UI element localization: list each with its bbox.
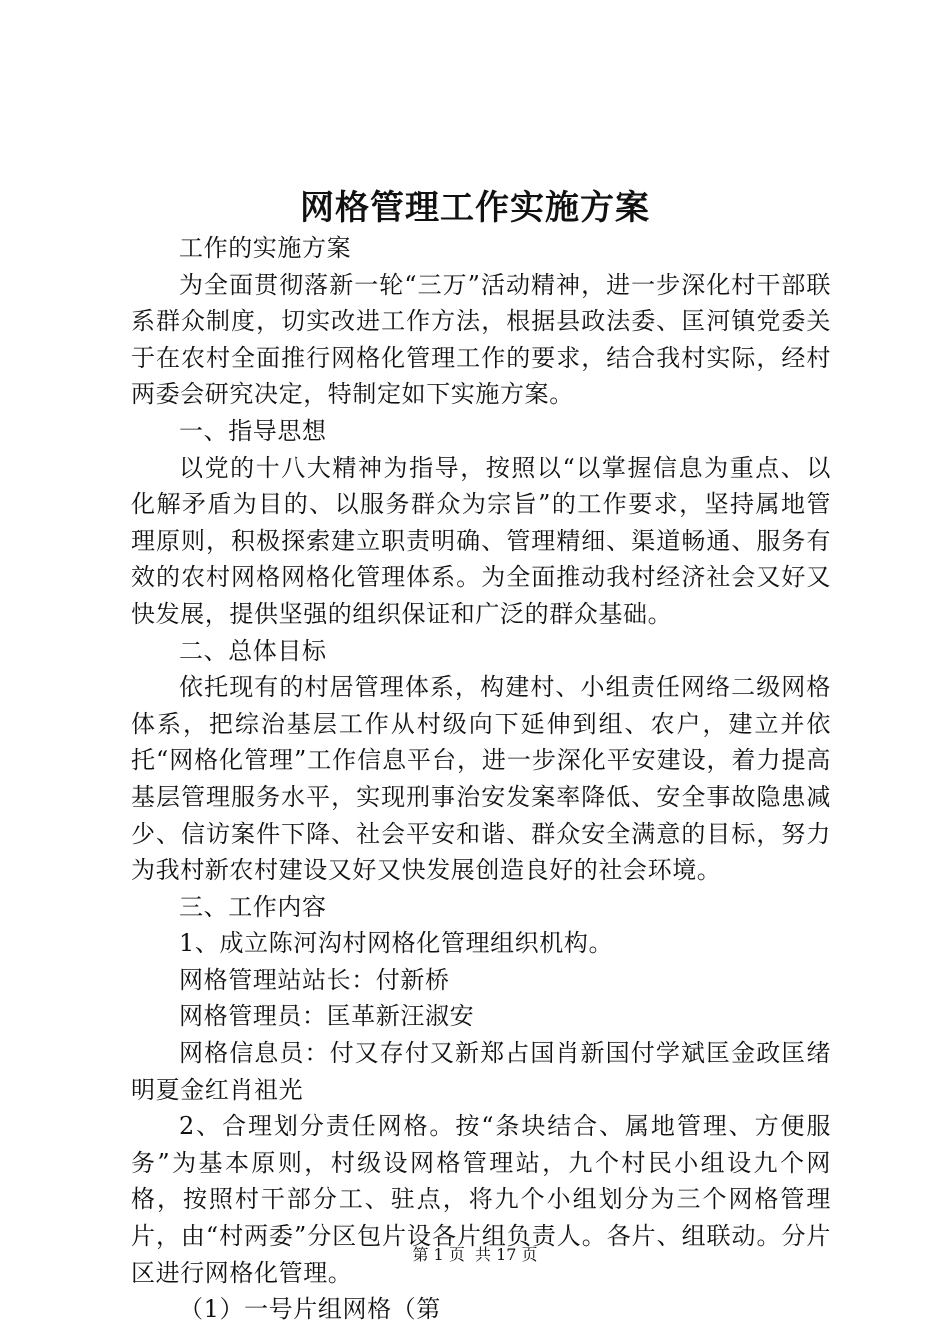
document-title: 网格管理工作实施方案	[300, 188, 650, 228]
page-number: 第 1 页 共 17 页	[412, 1245, 538, 1264]
paragraph-grid-informants: 网格信息员：付又存付又新郑占国肖新国付学斌匡金政匡绪明夏金红肖祖光	[131, 1039, 831, 1104]
paragraph-station-head: 网格管理站站长：付新桥	[179, 965, 450, 994]
section-heading-1: 一、指导思想	[179, 416, 327, 445]
section-heading-2: 二、总体目标	[179, 636, 327, 665]
paragraph-overall-goal: 依托现有的村居管理体系，构建村、小组责任网络二级网格体系，把综治基层工作从村级向下延伸到组、农户，建立并依托“网格化管理”工作信息平台，进一步深化平安建设，着力提高基层管理服务水平，实现刑事治安发案率降低、安全事故隐患减少、信访案件下降、社会平安和谐、群众安全满意的目标，努力为我村新农村建设又好又快发展创造良好的社会环境。	[131, 673, 831, 885]
document-body	[131, 230, 831, 1328]
paragraph-item-2: 2、合理划分责任网格。按“条块结合、属地管理、方便服务”为基本原则，村级设网格管理站，九个村民小组设九个网格，按照村干部分工、驻点，将九个小组划分为三个网格管理片，由“村两委”分区包片设各片组负责人。各片、组联动。分片区进行网格化管理。	[131, 1112, 831, 1287]
paragraph-subtitle: 工作的实施方案	[179, 234, 352, 262]
page-footer	[0, 1244, 950, 1266]
section-heading-3: 三、工作内容	[179, 892, 327, 921]
paragraph-subitem-1: （1）一号片组网格（第	[179, 1295, 441, 1324]
paragraph-item-1: 1、成立陈河沟村网格化管理组织机构。	[179, 929, 614, 958]
paragraph-guiding-thought: 以党的十八大精神为指导，按照以“以掌握信息为重点、以化解矛盾为目的、以服务群众为宗旨”的工作要求，坚持属地管理原则，积极探索建立职责明确、管理精细、渠道畅通、服务有效的农村网格网格化管理体系。为全面推动我村经济社会又好又快发展，提供坚强的组织保证和广泛的群众基础。	[131, 453, 831, 628]
paragraph-intro: 为全面贯彻落新一轮“三万”活动精神，进一步深化村干部联系群众制度，切实改进工作方法，根据县政法委、匡河镇党委关于在农村全面推行网格化管理工作的要求，结合我村实际，经村两委会研究决定，特制定如下实施方案。	[131, 270, 831, 409]
paragraph-grid-managers: 网格管理员：匡革新汪淑安	[179, 1002, 475, 1031]
